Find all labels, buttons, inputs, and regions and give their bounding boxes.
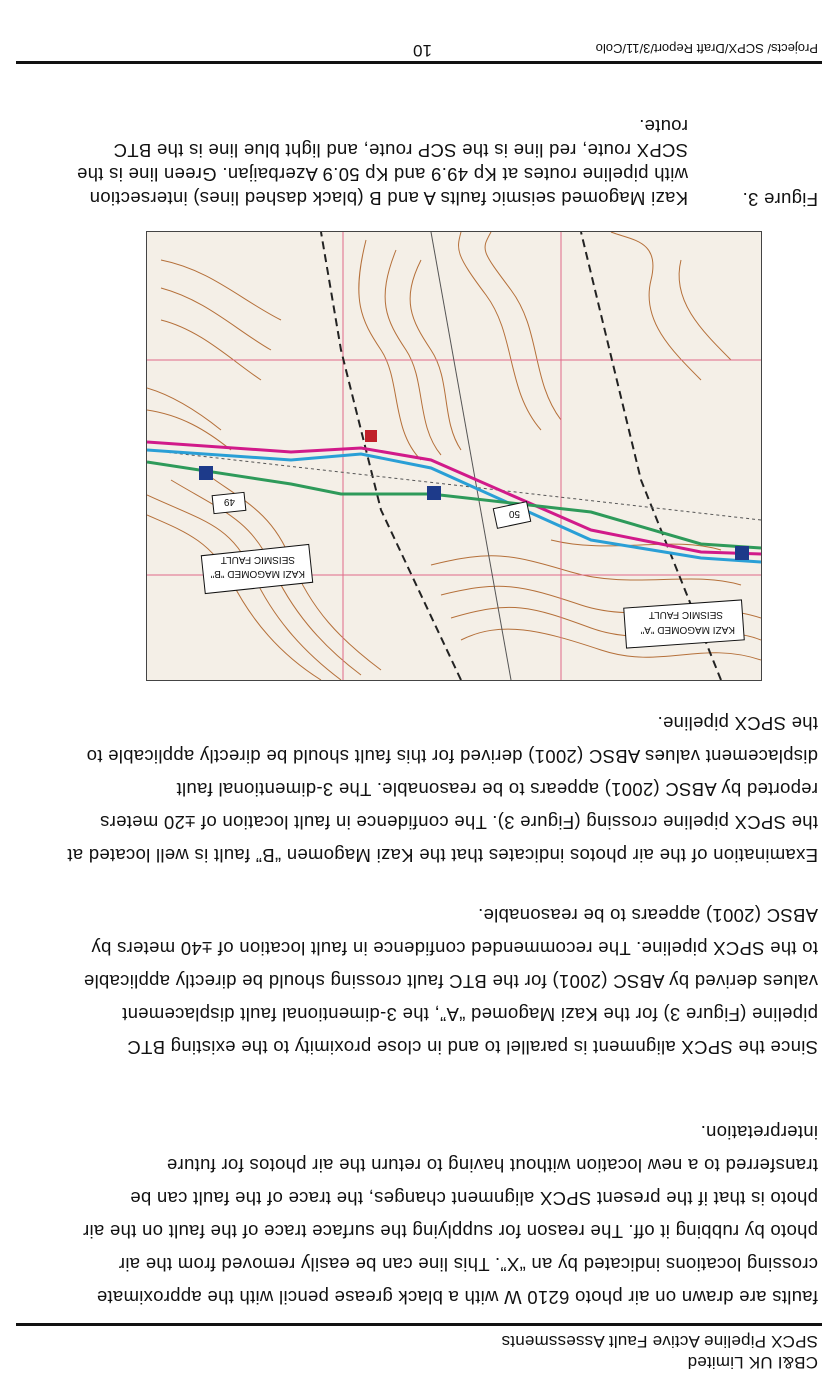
footer-rule: [16, 61, 822, 64]
kp-marker: [427, 486, 441, 500]
paragraph-line: crossing locations indicated by an “X”. This line can be easily removed from the air: [118, 1254, 818, 1275]
paragraph-line: ABSC (2001) appears to be reasonable.: [477, 905, 818, 926]
paragraph-line: Since the SPCX alignment is parallel to and in close proximity to the existing BTC: [127, 1037, 818, 1058]
header-rule: [16, 1323, 822, 1326]
caption-line: route.: [638, 116, 688, 137]
paragraph-fault-b: [18, 707, 818, 872]
company-name: CB&I UK Limited: [687, 1353, 818, 1372]
fault-label-b: [201, 544, 312, 593]
kp-marker: [735, 546, 749, 560]
paragraph-fault-trace: [18, 1116, 818, 1314]
figure-3-map: [146, 231, 762, 681]
paragraph-line: to the SPCX pipeline. The recommended confidence in fault location of ±40 meters by: [91, 938, 818, 959]
paragraph-line: Examination of the air photos indicates that the Kazi Magomen “B” fault is well located at: [67, 845, 818, 866]
paragraph-line: the SPCX pipeline.: [657, 713, 818, 734]
paragraph-line: photo is that if the present SPCX alignment changes, the trace of the fault can be: [130, 1188, 818, 1209]
footer-file-path: Projects/ SCPX/Draft Report/3/11/Colo: [595, 41, 818, 56]
figure-caption-number: Figure 3.: [742, 189, 818, 210]
paragraph-line: transferred to a new location without having to return the air photos for future: [166, 1155, 818, 1176]
paragraph-line: the SPCX pipeline crossing (Figure 3). The confidence in fault location of ±20 meters: [99, 812, 818, 833]
paragraph-line: pipeline (Figure 3) for the Kazi Magomed “A”, the 3-dimentional fault displacement: [121, 1004, 818, 1025]
page-number: 10: [413, 41, 432, 60]
fault-b-label-line2: SEISMIC FAULT: [220, 554, 295, 565]
paragraph-line: faults are drawn on air photo 6210 W with a black grease pencil with the approximate: [96, 1287, 818, 1308]
caption-line: SCPX route, red line is the SCP route, and light blue line is the BTC: [113, 140, 688, 161]
map-canvas: [147, 232, 761, 680]
fault-a-label-line2: SEISMIC FAULT: [648, 609, 723, 620]
paragraph-line: interpretation.: [700, 1122, 818, 1143]
caption-line: Kazi Magomed seismic faults A and B (black dashed lines) intersection: [89, 188, 688, 209]
document-title: SPCX Pipeline Active Fault Assessments: [501, 1332, 818, 1351]
paragraph-line: values derived by ABSC (2001) for the BTC fault crossing should be directly applicable: [83, 971, 818, 992]
fault-a-label-line1: KAZI MAGOMED "A": [640, 624, 735, 635]
fault-b-label-line1: KAZI MAGOMED "B": [210, 568, 305, 579]
kp-marker: [365, 430, 377, 442]
kp-50-label: 50: [508, 508, 520, 519]
paragraph-fault-a: [18, 899, 818, 1064]
figure-caption: [18, 114, 688, 210]
caption-line: with pipeline routes at Kp 49.9 and Kp 50.9 Azerbaijan. Green line is the: [76, 164, 688, 185]
paragraph-line: reported by ABSC (2001) appears to be reasonable. The 3-dimentional fault: [176, 779, 818, 800]
fault-label-a: [624, 600, 745, 648]
kp-marker: [199, 466, 213, 480]
paragraph-line: displacement values ABSC (2001) derived for this fault should be directly applicable to: [86, 746, 818, 767]
kp-49-label: 49: [223, 496, 235, 507]
paragraph-line: photo by rubbing it off. The reason for supplying the surface trace of the fault on the air: [82, 1221, 818, 1242]
